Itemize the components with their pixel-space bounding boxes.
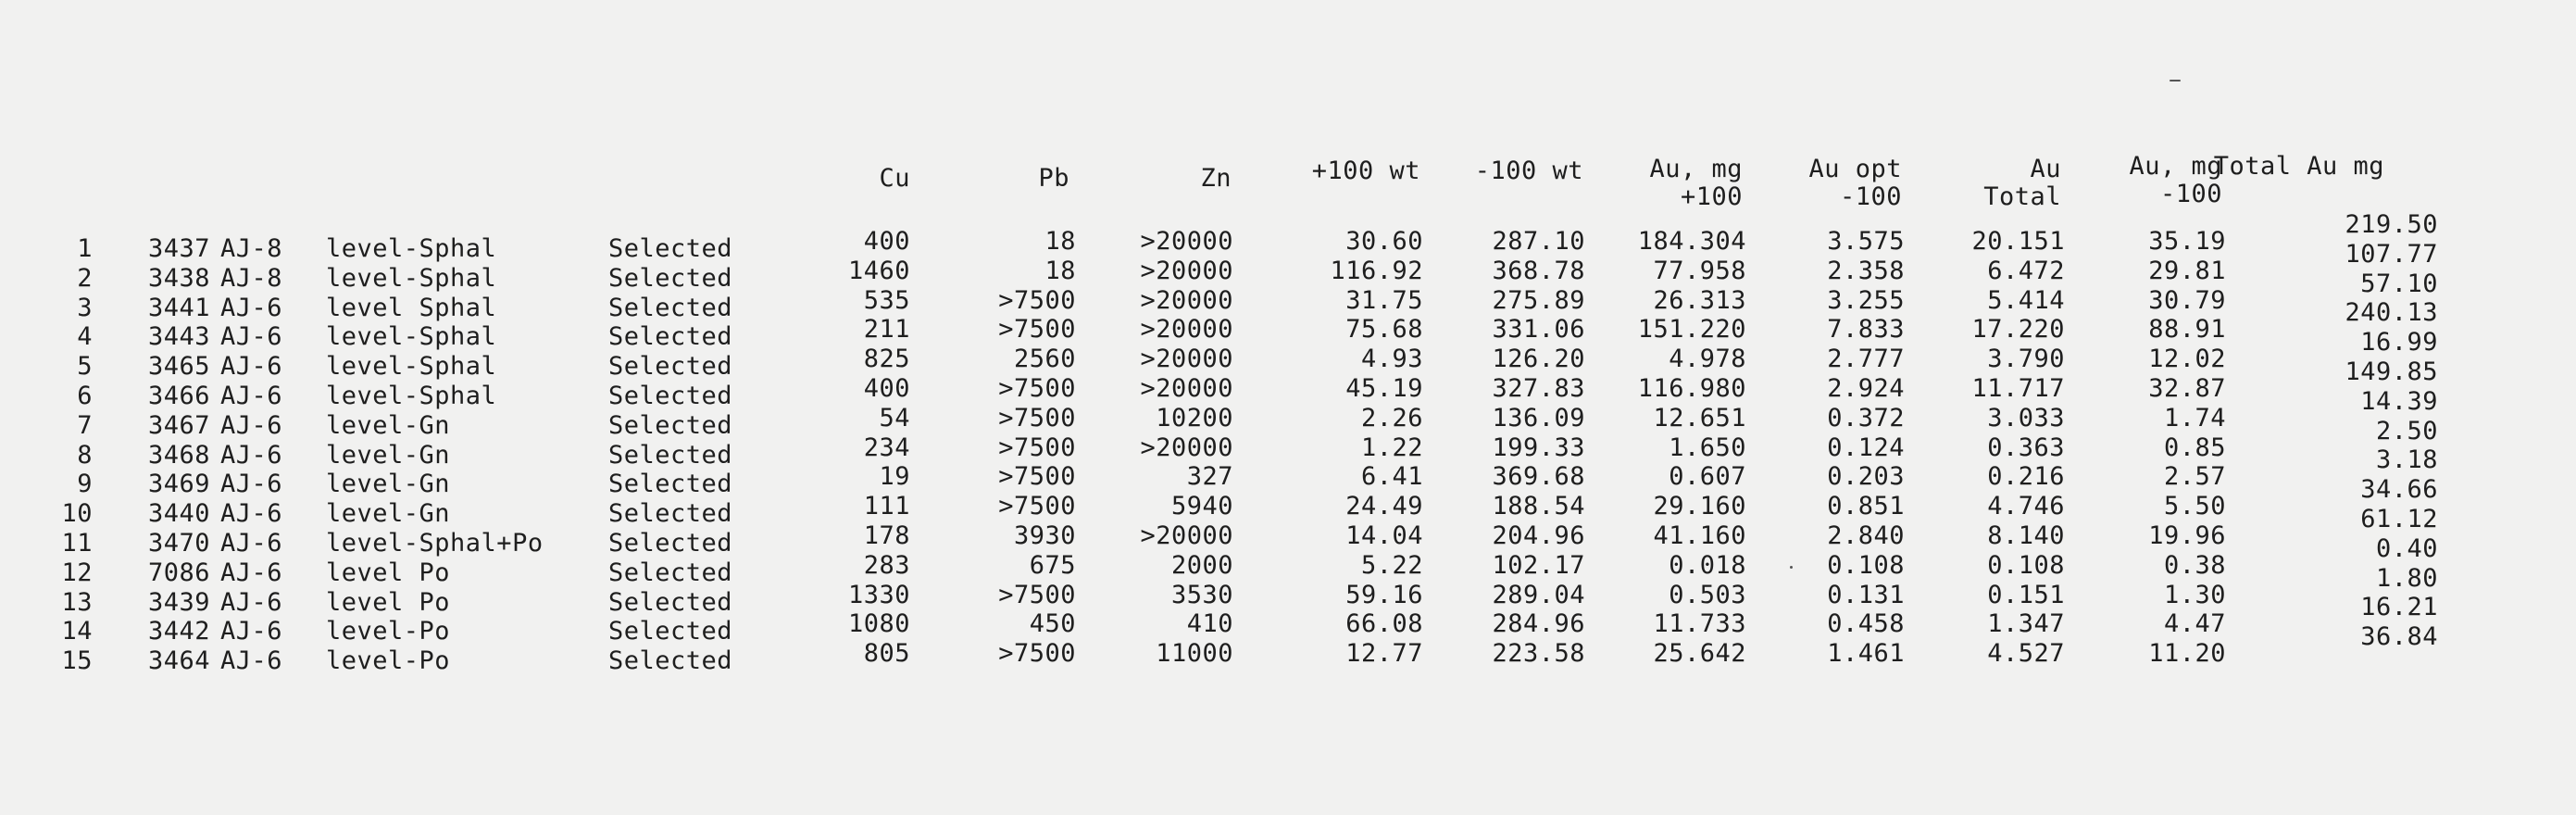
cell-total-au-mg: 1.80 [2375,564,2438,593]
cell-pb: >7500 [998,639,1076,668]
sample-id: 3464 [148,646,211,675]
cell-au-mg-minus100: 11.20 [2148,639,2226,668]
cell-minus100-wt: 102.17 [1492,551,1585,580]
sample-id: 3438 [148,264,211,293]
row-number: 4 [77,322,93,351]
row-number: 15 [61,646,93,675]
cell-au-opt-minus100: 2.777 [1827,345,1905,373]
row-number: 12 [61,558,93,587]
hole-id: AJ-6 [220,441,283,470]
hole-id: AJ-8 [220,234,283,263]
cell-au-mg-minus100: 0.38 [2163,551,2226,580]
cell-au-mg-minus100: 29.81 [2148,257,2226,285]
cell-minus100-wt: 369.68 [1492,462,1585,491]
cell-total-au-mg: 219.50 [2345,210,2438,239]
cell-au-opt-minus100: 0.108 [1827,551,1905,580]
cell-zn: 11000 [1156,639,1233,668]
sample-description: level-Sphal [326,352,497,381]
cell-au-total: 0.108 [1987,551,2065,580]
cell-plus100-wt: 2.26 [1360,404,1423,433]
row-number: 9 [77,470,93,498]
cell-minus100-wt: 136.09 [1492,404,1585,433]
cell-plus100-wt: 5.22 [1360,551,1423,580]
cell-minus100-wt: 284.96 [1492,609,1585,638]
cell-zn: 10200 [1156,404,1233,433]
selection-status: Selected [608,294,733,322]
cell-total-au-mg: 16.21 [2360,593,2438,621]
cell-plus100-wt: 66.08 [1345,609,1423,638]
cell-cu: 400 [863,374,910,403]
cell-au-mg-minus100: 12.02 [2148,345,2226,373]
hole-id: AJ-6 [220,646,283,675]
cell-au-total: 8.140 [1987,521,2065,550]
cell-total-au-mg: 107.77 [2345,240,2438,269]
cell-plus100-wt: 75.68 [1345,315,1423,344]
cell-pb: 18 [1044,257,1076,285]
cell-au-total: 20.151 [1971,227,2065,256]
cell-au-mg-minus100: 4.47 [2163,609,2226,638]
selection-status: Selected [608,470,733,498]
selection-status: Selected [608,322,733,351]
cell-pb: >7500 [998,404,1076,433]
sample-description: level-Po [326,617,451,646]
sample-description: level-Sphal [326,322,497,351]
cell-cu: 54 [879,404,910,433]
cell-plus100-wt: 31.75 [1345,286,1423,315]
cell-au-opt-minus100: 2.358 [1827,257,1905,285]
cell-au-mg-plus100: 41.160 [1653,521,1746,550]
cell-au-mg-plus100: 29.160 [1653,492,1746,520]
hole-id: AJ-6 [220,529,283,558]
cell-au-total: 3.790 [1987,345,2065,373]
selection-status: Selected [608,411,733,440]
row-number: 8 [77,441,93,470]
cell-au-mg-plus100: 0.503 [1669,581,1746,609]
cell-au-mg-minus100: 35.19 [2148,227,2226,256]
sample-description: level Sphal [326,294,497,322]
cell-total-au-mg: 16.99 [2360,328,2438,357]
header-minus100-wt: -100 wt [1474,157,1583,185]
cell-au-opt-minus100: 0.124 [1827,433,1905,462]
sample-id: 3437 [148,234,211,263]
cell-au-opt-minus100: 7.833 [1827,315,1905,344]
selection-status: Selected [608,382,733,410]
cell-au-mg-minus100: 2.57 [2163,462,2226,491]
sample-description: level Po [326,558,451,587]
cell-au-mg-plus100: 77.958 [1653,257,1746,285]
header-au-mg-plus100-sub: +100 [1680,182,1743,211]
sample-description: level-Sphal [326,264,497,293]
hole-id: AJ-6 [220,558,283,587]
cell-total-au-mg: 0.40 [2375,534,2438,563]
header-au-mg-plus100: Au, mg [1649,155,1743,183]
cell-au-mg-minus100: 88.91 [2148,315,2226,344]
cell-pb: 2560 [1013,345,1076,373]
cell-minus100-wt: 188.54 [1492,492,1585,520]
hole-id: AJ-6 [220,499,283,528]
cell-cu: 234 [863,433,910,462]
cell-au-mg-minus100: 19.96 [2148,521,2226,550]
cell-cu: 111 [863,492,910,520]
sample-id: 3440 [148,499,211,528]
row-number: 10 [61,499,93,528]
cell-minus100-wt: 199.33 [1492,433,1585,462]
row-number: 6 [77,382,93,410]
cell-au-mg-plus100: 11.733 [1653,609,1746,638]
cell-cu: 178 [863,521,910,550]
cell-cu: 1080 [847,609,910,638]
sample-id: 3469 [148,470,211,498]
cell-au-mg-minus100: 1.74 [2163,404,2226,433]
header-au-opt-minus100: Au opt [1808,155,1902,183]
cell-au-mg-plus100: 12.651 [1653,404,1746,433]
cell-minus100-wt: 275.89 [1492,286,1585,315]
cell-pb: 675 [1029,551,1076,580]
paper-speck [2170,80,2181,82]
header-au-mg-minus100-sub: -100 [2159,180,2222,208]
sample-description: level-Gn [326,411,451,440]
cell-au-mg-minus100: 0.85 [2163,433,2226,462]
sample-description: level-Sphal [326,382,497,410]
hole-id: AJ-6 [220,617,283,646]
selection-status: Selected [608,234,733,263]
cell-au-opt-minus100: 3.255 [1827,286,1905,315]
cell-zn: >20000 [1140,315,1233,344]
cell-au-total: 0.216 [1987,462,2065,491]
cell-zn: 410 [1186,609,1233,638]
cell-cu: 283 [863,551,910,580]
row-number: 5 [77,352,93,381]
cell-cu: 400 [863,227,910,256]
cell-total-au-mg: 149.85 [2345,357,2438,386]
cell-cu: 211 [863,315,910,344]
hole-id: AJ-6 [220,411,283,440]
row-number: 7 [77,411,93,440]
cell-au-mg-plus100: 184.304 [1637,227,1746,256]
hole-id: AJ-6 [220,322,283,351]
header-au-opt-minus100-sub: -100 [1839,182,1902,211]
sample-description: level-Gn [326,441,451,470]
selection-status: Selected [608,646,733,675]
cell-au-total: 1.347 [1987,609,2065,638]
cell-zn: >20000 [1140,286,1233,315]
cell-cu: 805 [863,639,910,668]
cell-cu: 19 [879,462,910,491]
sample-description: level-Gn [326,470,451,498]
cell-plus100-wt: 45.19 [1345,374,1423,403]
cell-au-total: 6.472 [1987,257,2065,285]
row-number: 14 [61,617,93,646]
cell-au-opt-minus100: 0.372 [1827,404,1905,433]
cell-zn: >20000 [1140,345,1233,373]
sample-id: 3441 [148,294,211,322]
cell-au-mg-plus100: 0.018 [1669,551,1746,580]
sample-id: 3468 [148,441,211,470]
cell-au-opt-minus100: 0.131 [1827,581,1905,609]
cell-minus100-wt: 289.04 [1492,581,1585,609]
cell-minus100-wt: 126.20 [1492,345,1585,373]
cell-au-total: 0.363 [1987,433,2065,462]
cell-au-opt-minus100: 0.458 [1827,609,1905,638]
cell-plus100-wt: 1.22 [1360,433,1423,462]
row-number: 11 [61,529,93,558]
cell-pb: 450 [1029,609,1076,638]
cell-minus100-wt: 204.96 [1492,521,1585,550]
cell-au-opt-minus100: 1.461 [1827,639,1905,668]
cell-au-total: 4.746 [1987,492,2065,520]
cell-plus100-wt: 6.41 [1360,462,1423,491]
cell-au-mg-minus100: 1.30 [2163,581,2226,609]
cell-zn: >20000 [1140,374,1233,403]
sample-description: level-Sphal [326,234,497,263]
cell-plus100-wt: 12.77 [1345,639,1423,668]
sample-description: level-Po [326,646,451,675]
header-zn: Zn [1200,164,1232,193]
cell-plus100-wt: 24.49 [1345,492,1423,520]
cell-total-au-mg: 3.18 [2375,445,2438,474]
cell-pb: >7500 [998,492,1076,520]
row-number: 1 [77,234,93,263]
cell-au-total: 0.151 [1987,581,2065,609]
hole-id: AJ-6 [220,470,283,498]
sample-id: 3439 [148,588,211,617]
cell-pb: 3930 [1013,521,1076,550]
cell-pb: >7500 [998,315,1076,344]
header-total-au-mg: Total Au mg [2213,152,2384,181]
cell-pb: >7500 [998,374,1076,403]
cell-cu: 825 [863,345,910,373]
cell-total-au-mg: 34.66 [2360,475,2438,504]
cell-au-mg-plus100: 26.313 [1653,286,1746,315]
cell-au-mg-plus100: 116.980 [1637,374,1746,403]
cell-total-au-mg: 36.84 [2360,622,2438,651]
sample-description: level Po [326,588,451,617]
cell-au-total: 11.717 [1971,374,2065,403]
cell-pb: >7500 [998,462,1076,491]
row-number: 3 [77,294,93,322]
sample-id: 3443 [148,322,211,351]
header-au-total: Au [2030,155,2061,183]
cell-au-total: 5.414 [1987,286,2065,315]
cell-minus100-wt: 368.78 [1492,257,1585,285]
hole-id: AJ-6 [220,294,283,322]
cell-plus100-wt: 116.92 [1330,257,1423,285]
cell-au-mg-plus100: 25.642 [1653,639,1746,668]
cell-zn: >20000 [1140,433,1233,462]
selection-status: Selected [608,441,733,470]
selection-status: Selected [608,499,733,528]
cell-au-total: 3.033 [1987,404,2065,433]
cell-plus100-wt: 59.16 [1345,581,1423,609]
cell-au-opt-minus100: 3.575 [1827,227,1905,256]
header-pb: Pb [1038,164,1069,193]
selection-status: Selected [608,352,733,381]
cell-pb: >7500 [998,286,1076,315]
cell-minus100-wt: 327.83 [1492,374,1585,403]
cell-zn: 5940 [1170,492,1233,520]
cell-total-au-mg: 57.10 [2360,270,2438,298]
header-au-total-sub: Total [1983,182,2061,211]
cell-au-mg-minus100: 32.87 [2148,374,2226,403]
hole-id: AJ-6 [220,588,283,617]
selection-status: Selected [608,558,733,587]
cell-pb: >7500 [998,433,1076,462]
cell-cu: 535 [863,286,910,315]
cell-zn: >20000 [1140,521,1233,550]
sample-id: 3467 [148,411,211,440]
cell-zn: >20000 [1140,227,1233,256]
cell-pb: >7500 [998,581,1076,609]
header-plus100-wt: +100 wt [1311,157,1420,185]
cell-cu: 1460 [847,257,910,285]
cell-zn: 327 [1186,462,1233,491]
hole-id: AJ-6 [220,352,283,381]
sample-id: 3466 [148,382,211,410]
cell-minus100-wt: 287.10 [1492,227,1585,256]
cell-au-mg-plus100: 4.978 [1669,345,1746,373]
cell-au-total: 4.527 [1987,639,2065,668]
cell-au-opt-minus100: 2.840 [1827,521,1905,550]
cell-au-mg-plus100: 151.220 [1637,315,1746,344]
cell-plus100-wt: 4.93 [1360,345,1423,373]
cell-total-au-mg: 2.50 [2375,417,2438,445]
row-number: 2 [77,264,93,293]
cell-zn: 2000 [1170,551,1233,580]
cell-au-total: 17.220 [1971,315,2065,344]
cell-zn: 3530 [1170,581,1233,609]
cell-au-mg-minus100: 5.50 [2163,492,2226,520]
cell-minus100-wt: 331.06 [1492,315,1585,344]
cell-au-opt-minus100: 0.203 [1827,462,1905,491]
hole-id: AJ-8 [220,264,283,293]
header-au-mg-minus100: Au, mg [2129,152,2222,181]
cell-au-mg-minus100: 30.79 [2148,286,2226,315]
cell-au-mg-plus100: 0.607 [1669,462,1746,491]
sample-id: 3470 [148,529,211,558]
sample-id: 3442 [148,617,211,646]
sample-description: level-Sphal+Po [326,529,544,558]
sample-description: level-Gn [326,499,451,528]
cell-total-au-mg: 61.12 [2360,505,2438,533]
selection-status: Selected [608,588,733,617]
selection-status: Selected [608,529,733,558]
header-cu: Cu [879,164,910,193]
cell-au-opt-minus100: 0.851 [1827,492,1905,520]
cell-cu: 1330 [847,581,910,609]
cell-pb: 18 [1044,227,1076,256]
paper-speck [1790,566,1793,569]
cell-total-au-mg: 14.39 [2360,387,2438,416]
sample-id: 3465 [148,352,211,381]
cell-plus100-wt: 14.04 [1345,521,1423,550]
selection-status: Selected [608,264,733,293]
cell-total-au-mg: 240.13 [2345,298,2438,327]
selection-status: Selected [608,617,733,646]
cell-au-opt-minus100: 2.924 [1827,374,1905,403]
hole-id: AJ-6 [220,382,283,410]
cell-minus100-wt: 223.58 [1492,639,1585,668]
cell-au-mg-plus100: 1.650 [1669,433,1746,462]
row-number: 13 [61,588,93,617]
cell-zn: >20000 [1140,257,1233,285]
cell-plus100-wt: 30.60 [1345,227,1423,256]
sample-id: 7086 [148,558,211,587]
